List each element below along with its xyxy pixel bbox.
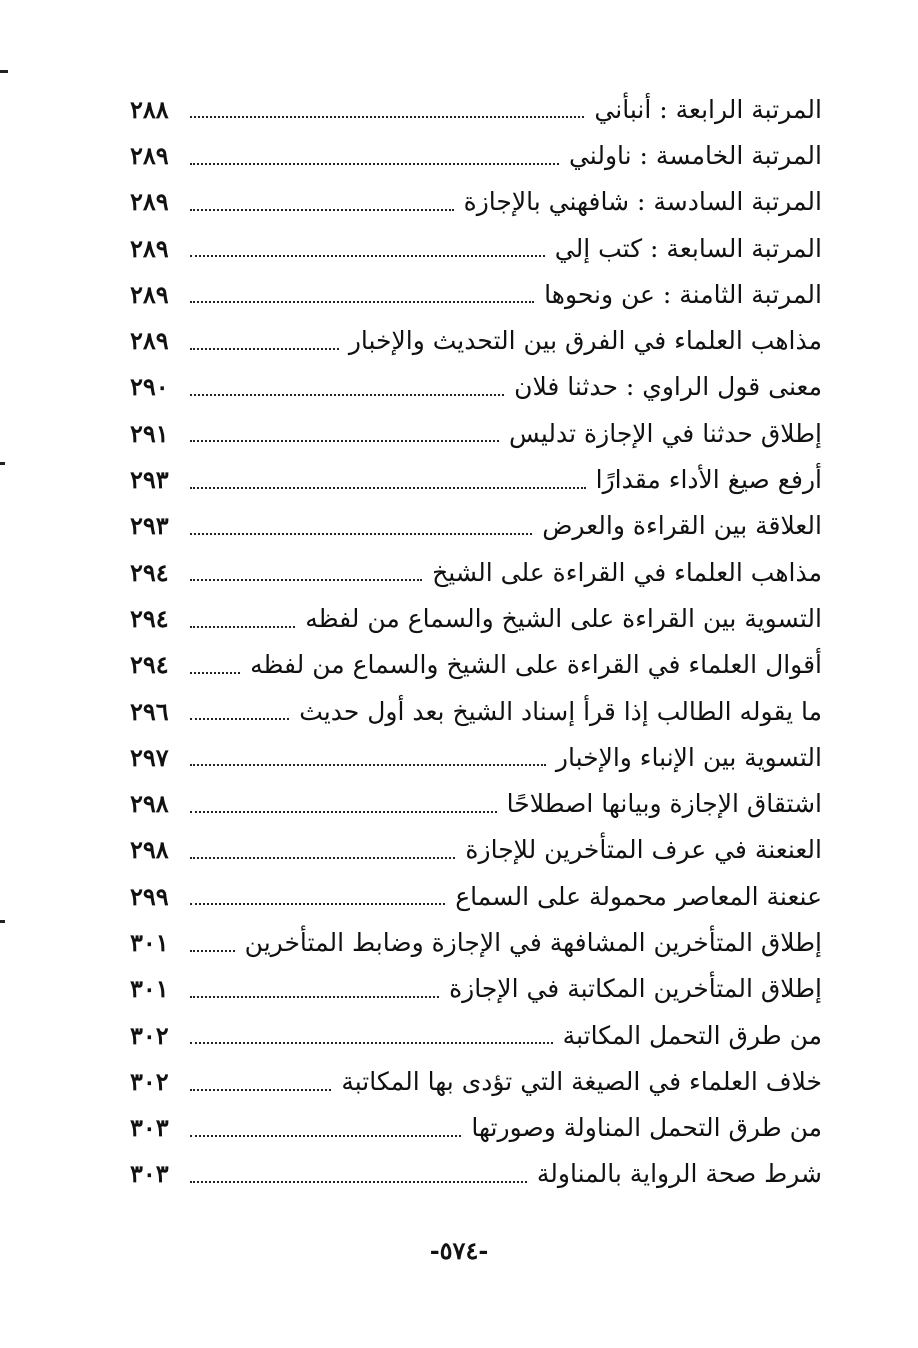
- toc-entry-title: التسوية بين القراءة على الشيخ والسماع من لفظه: [305, 603, 822, 633]
- toc-entry-title: إطلاق المتأخرين المشافهة في الإجازة وضابط المتأخرين: [244, 927, 822, 957]
- toc-entry-title: شرط صحة الرواية بالمناولة: [536, 1159, 822, 1189]
- toc-entry-page-number: ٢٨٩: [130, 279, 169, 309]
- dotted-leader: [190, 209, 454, 211]
- dotted-leader: [190, 533, 532, 535]
- toc-entry-title: التسوية بين الإنباء والإخبار: [555, 742, 822, 772]
- toc-entry-title: معنى قول الراوي : حدثنا فلان: [514, 372, 822, 402]
- toc-entry-title: خلاف العلماء في الصيغة التي تؤدى بها المكاتبة: [341, 1066, 822, 1096]
- dotted-leader: [190, 394, 504, 396]
- toc-entry: [130, 271, 822, 317]
- toc-entry-page-number: ٣٠١: [130, 974, 169, 1004]
- dotted-leader: [190, 1042, 553, 1044]
- toc-entry-title: ما يقوله الطالب إذا قرأ إسناد الشيخ بعد أول حديث: [299, 696, 822, 726]
- toc-entry-title: أرفع صيغ الأداء مقدارًا: [595, 465, 822, 495]
- dotted-leader: [190, 301, 534, 303]
- toc-entry: [130, 132, 822, 178]
- toc-entry-page-number: ٢٩٨: [130, 789, 169, 819]
- dotted-leader: [190, 348, 339, 350]
- dotted-leader: [190, 1089, 331, 1091]
- dotted-leader: [190, 857, 455, 859]
- dotted-leader: [190, 718, 289, 720]
- page-number: -٥٧٤-: [429, 1236, 489, 1265]
- toc-entry: [130, 1012, 822, 1058]
- toc-entry-title: المرتبة السادسة : شافهني بالإجازة: [463, 187, 822, 217]
- toc-entry: [130, 873, 822, 919]
- toc-entry-title: العنعنة في عرف المتأخرين للإجازة: [465, 835, 822, 865]
- dotted-leader: [190, 626, 295, 628]
- toc-entry-page-number: ٣٠١: [130, 927, 169, 957]
- toc-entry-title: مذاهب العلماء في القراءة على الشيخ: [432, 557, 822, 587]
- toc-entry-page-number: ٣٠٣: [130, 1159, 169, 1189]
- dotted-leader: [190, 764, 546, 766]
- dotted-leader: [190, 163, 559, 165]
- dotted-leader: [190, 579, 422, 581]
- toc-entry-title: مذاهب العلماء في الفرق بين التحديث والإخبار: [348, 326, 822, 356]
- toc-entry-title: من طرق التحمل المناولة وصورتها: [471, 1113, 822, 1143]
- toc-entry-page-number: ٢٨٩: [130, 140, 169, 170]
- toc-entry: [130, 410, 822, 456]
- toc-entry-title: أقوال العلماء في القراءة على الشيخ والسماع من لفظه: [250, 650, 822, 680]
- scan-edge-mark: [0, 462, 5, 465]
- dotted-leader: [190, 1181, 527, 1183]
- toc-entry: [130, 179, 822, 225]
- toc-entry: [130, 364, 822, 410]
- toc-entry-page-number: ٣٠٣: [130, 1113, 169, 1143]
- toc-entry-title: من طرق التحمل المكاتبة: [562, 1020, 822, 1050]
- toc-entry: [130, 1105, 822, 1151]
- toc-entry: [130, 503, 822, 549]
- toc-entry-page-number: ٢٨٩: [130, 326, 169, 356]
- toc-entry-page-number: ٢٩٦: [130, 696, 169, 726]
- toc-entry-page-number: ٣٠٢: [130, 1066, 169, 1096]
- toc-entry-page-number: ٢٩٤: [130, 603, 169, 633]
- toc-entry: [130, 595, 822, 641]
- toc-entry-page-number: ٢٩٣: [130, 511, 169, 541]
- dotted-leader: [190, 487, 586, 489]
- toc-entry: [130, 549, 822, 595]
- toc-entry: [130, 86, 822, 132]
- toc-entry: [130, 456, 822, 502]
- dotted-leader: [190, 950, 235, 952]
- toc-entry-page-number: ٢٩٣: [130, 465, 169, 495]
- toc-entry-page-number: ٢٨٩: [130, 187, 169, 217]
- toc-entry-title: العلاقة بين القراءة والعرض: [542, 511, 822, 541]
- dotted-leader: [190, 811, 497, 813]
- toc-entry-page-number: ٢٩٤: [130, 650, 169, 680]
- toc-entry-title: المرتبة السابعة : كتب إلي: [554, 233, 822, 263]
- toc-entry: [130, 642, 822, 688]
- dotted-leader: [190, 440, 499, 442]
- toc-entry-title: إطلاق المتأخرين المكاتبة في الإجازة: [449, 974, 822, 1004]
- toc-entry: [130, 780, 822, 826]
- toc-entry-page-number: ٢٩٧: [130, 742, 169, 772]
- toc-entry-title: عنعنة المعاصر محمولة على السماع: [455, 881, 822, 911]
- toc-entry-page-number: ٣٠٢: [130, 1020, 169, 1050]
- toc-entry-page-number: ٢٩٨: [130, 835, 169, 865]
- scan-edge-mark: [0, 920, 5, 923]
- toc-entry-page-number: ٢٨٩: [130, 233, 169, 263]
- dotted-leader: [190, 996, 439, 998]
- dotted-leader: [190, 116, 584, 118]
- dotted-leader: [190, 1135, 461, 1137]
- toc-entry: [130, 1151, 822, 1197]
- toc-entry: [130, 225, 822, 271]
- toc-entry-title: إطلاق حدثنا في الإجازة تدليس: [509, 418, 822, 448]
- toc-entry: [130, 317, 822, 363]
- toc-entry-title: المرتبة الثامنة : عن ونحوها: [544, 279, 822, 309]
- table-of-contents: [130, 86, 822, 1197]
- toc-entry: [130, 919, 822, 965]
- scan-edge-mark: [0, 70, 8, 73]
- toc-entry-page-number: ٢٩١: [130, 418, 169, 448]
- toc-entry-page-number: ٢٩٠: [130, 372, 169, 402]
- toc-entry: [130, 966, 822, 1012]
- toc-entry: [130, 1058, 822, 1104]
- toc-entry: [130, 827, 822, 873]
- toc-entry-page-number: ٢٩٤: [130, 557, 169, 587]
- toc-entry: [130, 688, 822, 734]
- dotted-leader: [190, 672, 240, 674]
- toc-entry-page-number: ٢٨٨: [130, 94, 169, 124]
- toc-entry-title: اشتقاق الإجازة وبيانها اصطلاحًا: [506, 789, 822, 819]
- toc-entry-page-number: ٢٩٩: [130, 881, 169, 911]
- toc-entry: [130, 734, 822, 780]
- toc-entry-title: المرتبة الرابعة : أنبأني: [594, 94, 822, 124]
- toc-entry-title: المرتبة الخامسة : ناولني: [568, 140, 822, 170]
- dotted-leader: [190, 255, 545, 257]
- dotted-leader: [190, 903, 445, 905]
